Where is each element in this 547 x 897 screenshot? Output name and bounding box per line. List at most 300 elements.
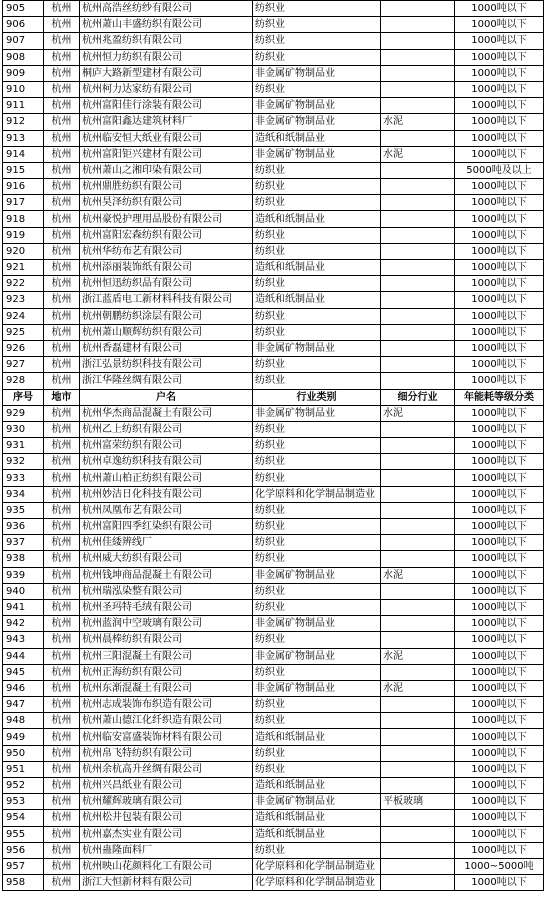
cell-industry: 造纸和纸制品业 [253,826,381,842]
cell-sub-industry [381,875,455,891]
cell-seq: 911 [3,98,44,114]
cell-seq: 914 [3,146,44,162]
cell-company: 杭州恒迅纺织品有限公司 [80,276,253,292]
cell-industry: 纺织业 [253,713,381,729]
cell-company: 杭州瑞泓染整有限公司 [80,583,253,599]
cell-company: 杭州映山花颜料化工有限公司 [80,858,253,874]
cell-seq: 951 [3,761,44,777]
cell-city: 杭州 [44,114,80,130]
cell-energy-class: 1000吨以下 [455,179,544,195]
cell-energy-class: 1000吨以下 [455,98,544,114]
cell-industry: 非金属矿物制品业 [253,65,381,81]
cell-industry: 纺织业 [253,162,381,178]
cell-energy-class: 1000吨以下 [455,146,544,162]
cell-seq: 958 [3,875,44,891]
table-header-row [3,389,544,405]
cell-energy-class: 1000吨以下 [455,373,544,389]
cell-company: 杭州华杰商品混凝土有限公司 [80,405,253,421]
table-row [3,98,544,114]
cell-industry: 非金属矿物制品业 [253,98,381,114]
cell-company: 杭州蓝润中空玻璃有限公司 [80,616,253,632]
cell-industry: 纺织业 [253,33,381,49]
cell-sub-industry: 水泥 [381,114,455,130]
cell-industry: 纺织业 [253,438,381,454]
cell-energy-class: 1000吨以下 [455,551,544,567]
table-row [3,49,544,65]
table-row [3,65,544,81]
cell-energy-class: 1000吨以下 [455,616,544,632]
cell-city: 杭州 [44,535,80,551]
cell-city: 杭州 [44,502,80,518]
cell-energy-class: 1000吨以下 [455,535,544,551]
cell-industry: 非金属矿物制品业 [253,405,381,421]
header-company: 户名 [80,389,253,405]
cell-sub-industry [381,65,455,81]
cell-company: 杭州蛊隆面料厂 [80,842,253,858]
table-row [3,502,544,518]
header-seq: 序号 [3,389,44,405]
cell-city: 杭州 [44,130,80,146]
cell-company: 杭州帛飞特纺织有限公司 [80,745,253,761]
cell-seq: 909 [3,65,44,81]
cell-energy-class: 1000吨以下 [455,308,544,324]
cell-seq: 955 [3,826,44,842]
cell-company: 杭州华纺布艺有限公司 [80,243,253,259]
cell-company: 杭州富阳钜兴建材有限公司 [80,146,253,162]
cell-company: 浙江蓝盾电工新材料科技有限公司 [80,292,253,308]
cell-energy-class: 1000吨以下 [455,729,544,745]
cell-seq: 956 [3,842,44,858]
table-row [3,357,544,373]
cell-sub-industry [381,664,455,680]
cell-sub-industry: 水泥 [381,405,455,421]
cell-city: 杭州 [44,357,80,373]
cell-energy-class: 1000吨以下 [455,243,544,259]
cell-sub-industry: 平板玻璃 [381,794,455,810]
cell-sub-industry [381,551,455,567]
cell-company: 杭州松井包装有限公司 [80,810,253,826]
cell-industry: 化学原料和化学制品制造业 [253,858,381,874]
cell-city: 杭州 [44,195,80,211]
cell-seq: 942 [3,616,44,632]
table-row [3,664,544,680]
cell-industry: 造纸和纸制品业 [253,810,381,826]
cell-company: 杭州萧山丰盛纺织有限公司 [80,17,253,33]
cell-company: 浙江弘景纺织科技有限公司 [80,357,253,373]
cell-energy-class: 1000吨以下 [455,1,544,17]
cell-energy-class: 1000吨以下 [455,778,544,794]
cell-company: 杭州正海纺织有限公司 [80,664,253,680]
cell-energy-class: 1000~5000吨 [455,858,544,874]
cell-sub-industry [381,276,455,292]
cell-seq: 939 [3,567,44,583]
cell-sub-industry [381,49,455,65]
cell-energy-class: 1000吨以下 [455,794,544,810]
cell-industry: 造纸和纸制品业 [253,729,381,745]
cell-sub-industry [381,713,455,729]
cell-seq: 905 [3,1,44,17]
cell-seq: 952 [3,778,44,794]
table-row [3,616,544,632]
cell-energy-class: 1000吨以下 [455,65,544,81]
table-body-bottom [3,405,544,891]
cell-city: 杭州 [44,33,80,49]
cell-industry: 纺织业 [253,697,381,713]
cell-city: 杭州 [44,858,80,874]
table-row [3,486,544,502]
cell-city: 杭州 [44,583,80,599]
cell-sub-industry [381,729,455,745]
cell-energy-class: 1000吨以下 [455,227,544,243]
cell-energy-class: 1000吨以下 [455,713,544,729]
cell-industry: 非金属矿物制品业 [253,340,381,356]
cell-company: 杭州富阳四季红染织有限公司 [80,519,253,535]
cell-company: 杭州恒力纺织有限公司 [80,49,253,65]
cell-sub-industry [381,616,455,632]
cell-industry: 纺织业 [253,308,381,324]
cell-industry: 化学原料和化学制品制造业 [253,486,381,502]
cell-industry: 纺织业 [253,470,381,486]
cell-sub-industry [381,842,455,858]
cell-sub-industry [381,486,455,502]
cell-sub-industry [381,179,455,195]
table-row [3,405,544,421]
cell-seq: 920 [3,243,44,259]
cell-seq: 949 [3,729,44,745]
cell-company: 桐庐大路新型建材有限公司 [80,65,253,81]
cell-sub-industry [381,421,455,437]
table-row [3,648,544,664]
cell-city: 杭州 [44,340,80,356]
cell-seq: 940 [3,583,44,599]
cell-energy-class: 1000吨以下 [455,357,544,373]
table-row [3,227,544,243]
cell-seq: 930 [3,421,44,437]
cell-energy-class: 1000吨以下 [455,211,544,227]
cell-company: 杭州乙上纺织有限公司 [80,421,253,437]
cell-city: 杭州 [44,292,80,308]
cell-seq: 915 [3,162,44,178]
cell-industry: 纺织业 [253,243,381,259]
cell-energy-class: 1000吨以下 [455,260,544,276]
table-row [3,324,544,340]
cell-company: 杭州志成装饰布织造有限公司 [80,697,253,713]
cell-company: 杭州兆盈纺织有限公司 [80,33,253,49]
cell-energy-class: 1000吨以下 [455,470,544,486]
cell-industry: 纺织业 [253,761,381,777]
cell-seq: 924 [3,308,44,324]
cell-city: 杭州 [44,243,80,259]
cell-city: 杭州 [44,162,80,178]
cell-sub-industry [381,778,455,794]
cell-seq: 948 [3,713,44,729]
cell-city: 杭州 [44,826,80,842]
cell-industry: 纺织业 [253,632,381,648]
cell-sub-industry [381,260,455,276]
cell-seq: 950 [3,745,44,761]
cell-industry: 纺织业 [253,599,381,615]
cell-energy-class: 1000吨以下 [455,697,544,713]
cell-energy-class: 1000吨以下 [455,648,544,664]
table-row [3,535,544,551]
cell-sub-industry [381,583,455,599]
cell-city: 杭州 [44,648,80,664]
cell-city: 杭州 [44,260,80,276]
cell-sub-industry [381,98,455,114]
table-row [3,826,544,842]
cell-sub-industry [381,1,455,17]
cell-energy-class: 1000吨以下 [455,195,544,211]
cell-sub-industry [381,130,455,146]
header-energy-class: 年能耗等级分类 [455,389,544,405]
cell-industry: 造纸和纸制品业 [253,130,381,146]
cell-city: 杭州 [44,373,80,389]
cell-industry: 纺织业 [253,373,381,389]
cell-sub-industry [381,81,455,97]
table-row [3,211,544,227]
cell-sub-industry [381,519,455,535]
cell-company: 杭州晨棒纺织有限公司 [80,632,253,648]
cell-seq: 913 [3,130,44,146]
cell-industry: 造纸和纸制品业 [253,260,381,276]
cell-seq: 918 [3,211,44,227]
cell-industry: 非金属矿物制品业 [253,794,381,810]
cell-city: 杭州 [44,308,80,324]
cell-industry: 纺织业 [253,519,381,535]
cell-sub-industry [381,162,455,178]
cell-company: 杭州嘉杰实业有限公司 [80,826,253,842]
table-row [3,162,544,178]
cell-city: 杭州 [44,875,80,891]
cell-company: 杭州钱坤商品混凝土有限公司 [80,567,253,583]
table-row [3,195,544,211]
table-row [3,421,544,437]
cell-city: 杭州 [44,211,80,227]
cell-energy-class: 1000吨以下 [455,486,544,502]
table-row [3,292,544,308]
cell-sub-industry [381,292,455,308]
cell-sub-industry: 水泥 [381,680,455,696]
cell-energy-class: 1000吨以下 [455,842,544,858]
cell-company: 杭州豪悦护理用品股份有限公司 [80,211,253,227]
cell-sub-industry [381,227,455,243]
cell-company: 杭州东渐混凝土有限公司 [80,680,253,696]
cell-sub-industry [381,454,455,470]
cell-seq: 928 [3,373,44,389]
cell-company: 杭州富荣纺织有限公司 [80,438,253,454]
table-row [3,794,544,810]
cell-energy-class: 1000吨以下 [455,680,544,696]
cell-energy-class: 1000吨以下 [455,405,544,421]
table-row [3,243,544,259]
cell-energy-class: 1000吨以下 [455,761,544,777]
table-row [3,713,544,729]
cell-company: 杭州昊泽纺织有限公司 [80,195,253,211]
cell-city: 杭州 [44,616,80,632]
cell-energy-class: 1000吨以下 [455,33,544,49]
cell-seq: 910 [3,81,44,97]
cell-seq: 927 [3,357,44,373]
cell-company: 杭州余杭高升丝绸有限公司 [80,761,253,777]
cell-company: 杭州卓逸纺织科技有限公司 [80,454,253,470]
cell-energy-class: 1000吨以下 [455,745,544,761]
table-row [3,179,544,195]
enterprise-energy-table [2,0,544,891]
cell-energy-class: 1000吨以下 [455,632,544,648]
table-row [3,858,544,874]
cell-seq: 954 [3,810,44,826]
cell-energy-class: 1000吨以下 [455,810,544,826]
cell-energy-class: 1000吨以下 [455,502,544,518]
cell-seq: 953 [3,794,44,810]
cell-city: 杭州 [44,842,80,858]
table-row [3,842,544,858]
cell-sub-industry [381,33,455,49]
cell-energy-class: 1000吨以下 [455,114,544,130]
cell-industry: 纺织业 [253,357,381,373]
cell-energy-class: 1000吨以下 [455,49,544,65]
cell-city: 杭州 [44,421,80,437]
cell-city: 杭州 [44,49,80,65]
cell-energy-class: 1000吨以下 [455,421,544,437]
cell-company: 杭州萧山之湘印染有限公司 [80,162,253,178]
cell-industry: 纺织业 [253,276,381,292]
cell-seq: 943 [3,632,44,648]
cell-company: 杭州威大纺织有限公司 [80,551,253,567]
table-row [3,875,544,891]
cell-energy-class: 1000吨以下 [455,454,544,470]
table-row [3,130,544,146]
cell-city: 杭州 [44,179,80,195]
cell-company: 杭州添丽装饰纸有限公司 [80,260,253,276]
table-row [3,583,544,599]
cell-city: 杭州 [44,486,80,502]
cell-industry: 纺织业 [253,454,381,470]
header-city: 地市 [44,389,80,405]
cell-seq: 922 [3,276,44,292]
cell-company: 杭州萧山顺辉纺织有限公司 [80,324,253,340]
cell-sub-industry [381,858,455,874]
cell-city: 杭州 [44,761,80,777]
cell-industry: 造纸和纸制品业 [253,292,381,308]
cell-sub-industry [381,438,455,454]
table-row [3,470,544,486]
cell-company: 浙江大恒新材料有限公司 [80,875,253,891]
cell-city: 杭州 [44,778,80,794]
cell-energy-class: 1000吨以下 [455,340,544,356]
cell-city: 杭州 [44,680,80,696]
table-row [3,599,544,615]
cell-industry: 纺织业 [253,664,381,680]
cell-seq: 941 [3,599,44,615]
cell-sub-industry [381,373,455,389]
cell-city: 杭州 [44,599,80,615]
cell-city: 杭州 [44,519,80,535]
cell-company: 杭州凤凰布艺有限公司 [80,502,253,518]
table-row [3,810,544,826]
cell-energy-class: 1000吨以下 [455,81,544,97]
cell-sub-industry [381,340,455,356]
cell-energy-class: 1000吨以下 [455,567,544,583]
cell-city: 杭州 [44,98,80,114]
cell-company: 杭州富阳宏森纺织有限公司 [80,227,253,243]
cell-sub-industry [381,470,455,486]
cell-seq: 946 [3,680,44,696]
cell-city: 杭州 [44,794,80,810]
cell-sub-industry [381,211,455,227]
table-row [3,146,544,162]
table-row [3,519,544,535]
cell-company: 杭州鼎胜纺织有限公司 [80,179,253,195]
cell-seq: 917 [3,195,44,211]
cell-industry: 纺织业 [253,227,381,243]
table-row [3,778,544,794]
cell-seq: 935 [3,502,44,518]
table-header-group [3,389,544,405]
cell-company: 杭州柯力达家纺有限公司 [80,81,253,97]
cell-company: 杭州萧山德江化纤织造有限公司 [80,713,253,729]
cell-city: 杭州 [44,745,80,761]
cell-company: 杭州富阳鑫达建筑材料厂 [80,114,253,130]
cell-seq: 919 [3,227,44,243]
cell-company: 杭州三阳混凝土有限公司 [80,648,253,664]
cell-industry: 纺织业 [253,1,381,17]
cell-seq: 931 [3,438,44,454]
table-row [3,680,544,696]
table-row [3,454,544,470]
cell-industry: 造纸和纸制品业 [253,211,381,227]
cell-seq: 926 [3,340,44,356]
cell-company: 杭州兴昌纸业有限公司 [80,778,253,794]
cell-industry: 纺织业 [253,421,381,437]
table-row [3,729,544,745]
table-row [3,114,544,130]
cell-company: 杭州富阳佳行涂装有限公司 [80,98,253,114]
cell-city: 杭州 [44,713,80,729]
cell-company: 杭州佳緌辨线厂 [80,535,253,551]
header-industry: 行业类别 [253,389,381,405]
cell-energy-class: 1000吨以下 [455,130,544,146]
cell-industry: 造纸和纸制品业 [253,778,381,794]
table-body-top [3,1,544,390]
cell-industry: 非金属矿物制品业 [253,114,381,130]
cell-energy-class: 1000吨以下 [455,875,544,891]
cell-city: 杭州 [44,65,80,81]
cell-seq: 912 [3,114,44,130]
cell-industry: 非金属矿物制品业 [253,648,381,664]
cell-energy-class: 1000吨以下 [455,583,544,599]
cell-seq: 936 [3,519,44,535]
cell-seq: 929 [3,405,44,421]
cell-company: 杭州高浩丝纺纱有限公司 [80,1,253,17]
cell-city: 杭州 [44,810,80,826]
cell-seq: 923 [3,292,44,308]
cell-industry: 纺织业 [253,324,381,340]
cell-seq: 937 [3,535,44,551]
cell-city: 杭州 [44,276,80,292]
table-row [3,745,544,761]
table-row [3,438,544,454]
cell-industry: 纺织业 [253,842,381,858]
cell-seq: 938 [3,551,44,567]
cell-seq: 921 [3,260,44,276]
cell-sub-industry [381,17,455,33]
cell-seq: 945 [3,664,44,680]
cell-city: 杭州 [44,551,80,567]
table-row [3,340,544,356]
cell-sub-industry [381,357,455,373]
cell-seq: 906 [3,17,44,33]
